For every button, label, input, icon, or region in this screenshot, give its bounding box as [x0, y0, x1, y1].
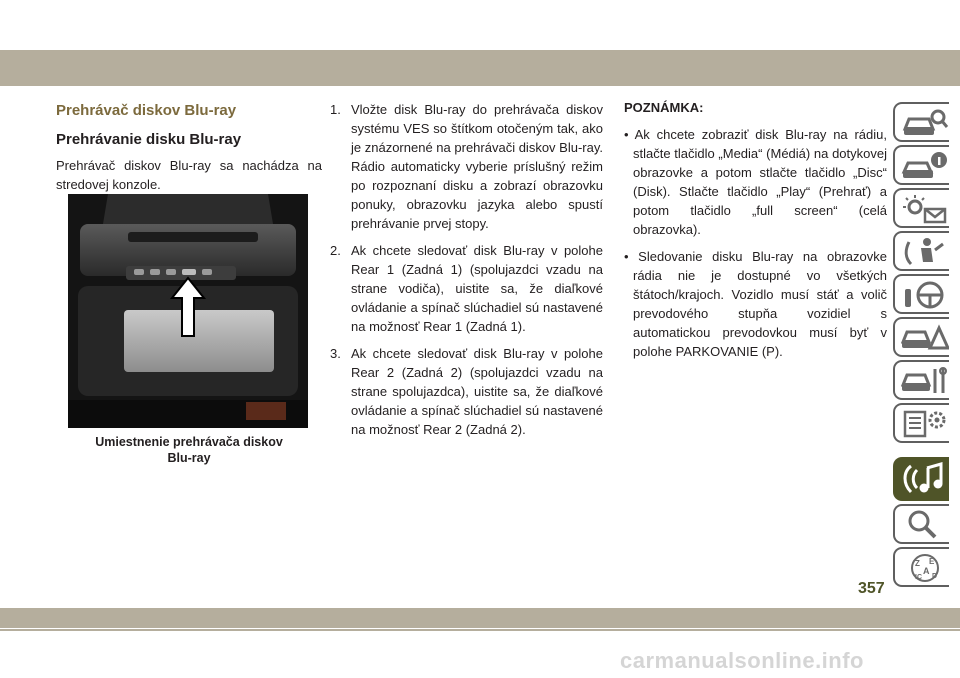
list-item: • Ak chcete zobraziť disk Blu-ray na rádiu, stlačte tlačidlo „Media“ (Médiá) na dotykovej obrazovke a potom stlačte tlačidlo „Disc“ (Disk). Stlačte tlačidlo „Play“ (Prehrať) a potom tlačidlo „full screen“ (celá obrazovka). [624, 127, 887, 237]
tab-servicing[interactable] [893, 360, 949, 400]
footer-band [0, 608, 960, 628]
list-item: • Sledovanie disku Blu-ray na obrazovke rádia nie je dostupné vo všetkých štátoch/krajoch. Vozidlo musí stáť a volič prevodového stupňa vozidiel s automatickou prevodovkou musí byť v polohe PARKOVANIE (P). [624, 249, 887, 359]
svg-text:A: A [923, 566, 930, 576]
steering-wheel-key-icon [901, 279, 949, 311]
step-number: 3. [330, 346, 341, 361]
car-info-icon [901, 150, 949, 182]
section-title: Prehrávač diskov Blu-ray [56, 102, 237, 119]
console-illustration [68, 194, 308, 428]
list-item [330, 344, 603, 439]
tab-search[interactable] [893, 504, 949, 544]
step-text: Ak chcete sledovať disk Blu-ray v polohe Rear 2 (Zadná 2) (spolujazdci vzadu na strane spolujazdca), uistite sa, že diaľkové ovládanie a spínač slúchadiel sú nastavené na možnosť Rear 2 (Zadná 2). [351, 346, 603, 437]
tab-specifications[interactable] [893, 403, 949, 443]
step-text: Vložte disk Blu-ray do prehrávača diskov systému VES so štítkom otočeným tak, ako je znázornené na prehrávači diskov Blu-ray. Rádio automaticky vyberie príslušný režim po rozpoznaní disku a zobrazí obrazovku ponuky, obrazovku jazyka alebo spustí prehrávanie prvej stopy. [351, 102, 603, 231]
svg-text:E: E [929, 557, 935, 566]
watermark: carmanualsonline.info [620, 648, 864, 673]
sub-title: Prehrávanie disku Blu-ray [56, 131, 242, 148]
page-number: 357 [858, 580, 885, 597]
seat-airbag-safety-icon [901, 236, 949, 268]
multimedia-music-icon [901, 462, 949, 498]
warning-light-message-icon [901, 193, 949, 225]
note-title: POZNÁMKA: [624, 100, 704, 115]
step-text: Ak chcete sledovať disk Blu-ray v polohe Rear 1 (Zadná 1) (spolujazdci vzadu na strane vodiča), uistite sa, že diaľkové ovládanie a spínač slúchadiel sú nastavené na možnosť Rear 1 (Zadná 1). [351, 243, 603, 334]
svg-text:Z: Z [915, 559, 920, 568]
specifications-gear-icon [901, 408, 949, 440]
tab-safety[interactable] [893, 231, 949, 271]
tab-index[interactable] [893, 547, 949, 587]
alphabet-index-icon [901, 552, 949, 584]
intro-paragraph: Prehrávač diskov Blu-ray sa nachádza na stredovej konzole. [56, 158, 322, 192]
car-tools-icon [901, 365, 949, 397]
tab-emergency[interactable] [893, 317, 949, 357]
tab-car-search[interactable] [893, 102, 949, 142]
car-search-icon [901, 107, 949, 139]
figure-caption-line1: Umiestnenie prehrávača diskov [95, 435, 283, 449]
blu-ray-player-photo [68, 194, 308, 428]
svg-text:IC: IC [915, 574, 922, 581]
tab-multimedia[interactable] [893, 457, 949, 501]
magnifier-search-icon [901, 509, 949, 541]
header-band [0, 50, 960, 86]
figure-caption-line2: Blu-ray [167, 451, 211, 465]
tab-starting-driving[interactable] [893, 274, 949, 314]
tab-warning-lights[interactable] [893, 188, 949, 228]
footer-rule [0, 629, 960, 631]
steps-list [330, 100, 603, 447]
list-item [330, 241, 603, 336]
tab-car-info[interactable] [893, 145, 949, 185]
figure-caption [56, 434, 322, 466]
svg-text:D: D [932, 573, 938, 580]
step-number: 2. [330, 243, 341, 258]
notes-list [624, 125, 887, 369]
list-item [330, 100, 603, 233]
car-hazard-triangle-icon [901, 322, 949, 354]
step-number: 1. [330, 102, 341, 117]
